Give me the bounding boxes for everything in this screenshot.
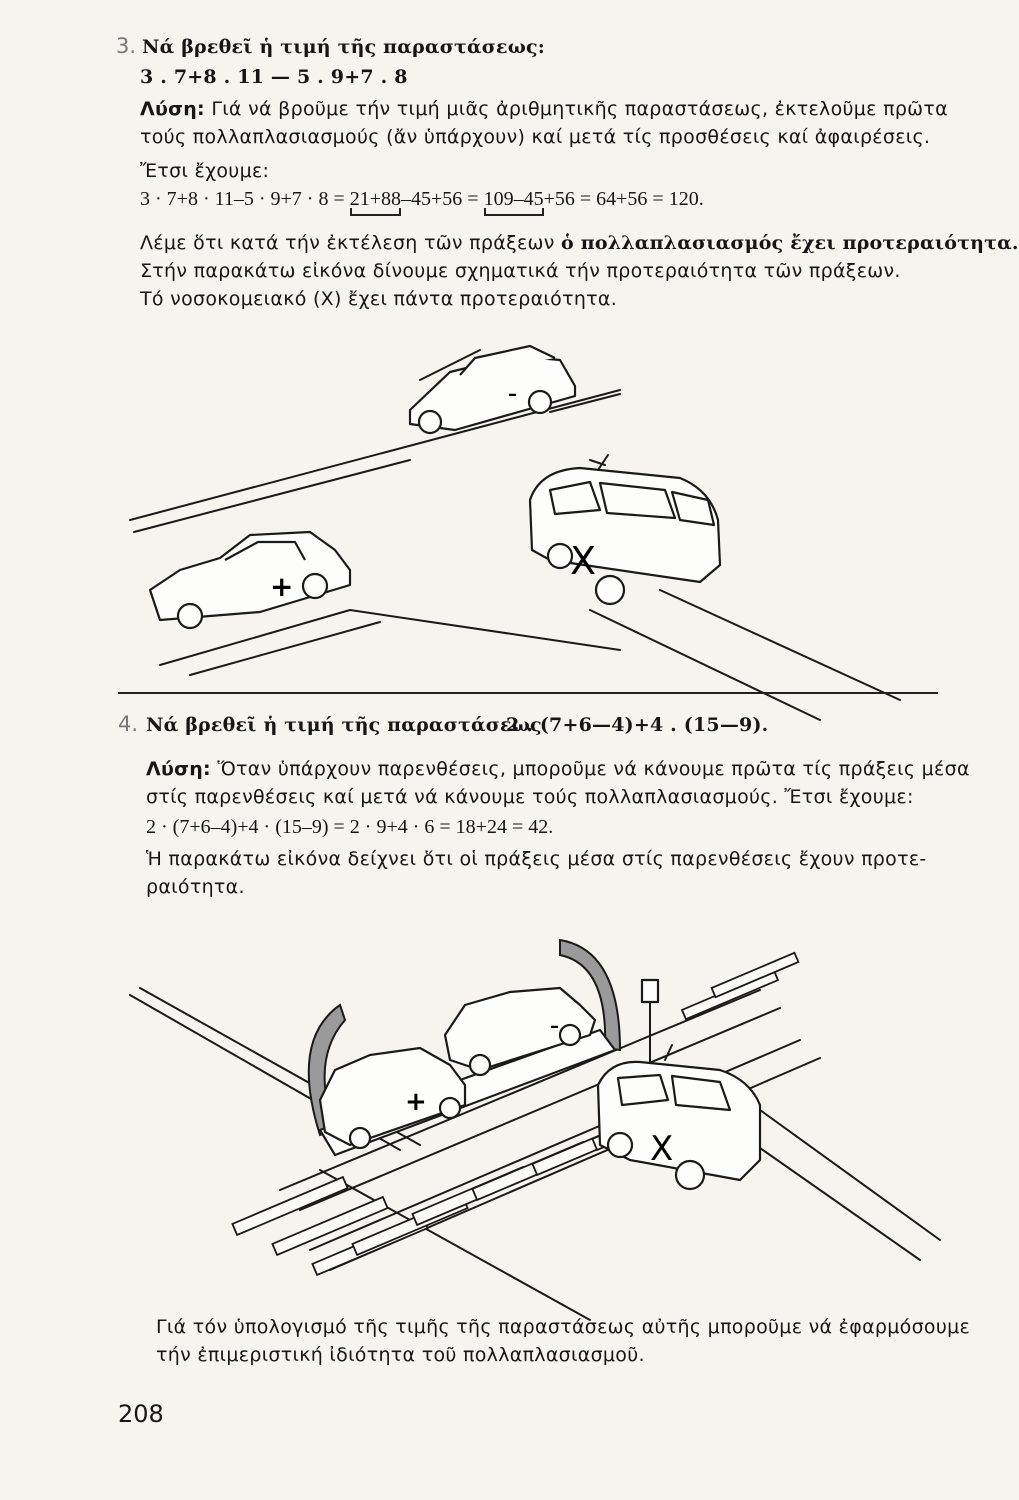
solution-label: Λύση: bbox=[146, 758, 211, 780]
problem-3-number: 3. bbox=[116, 34, 137, 58]
car-plus bbox=[150, 532, 350, 628]
footer-line-2: τήν ἐπιμεριστική ἰδιότητα τοῦ πολλαπλασιασμοῦ. bbox=[156, 1344, 645, 1366]
calc-second-group-text: 109–45 bbox=[483, 188, 544, 210]
problem-4-solution-line-1 bbox=[146, 758, 970, 780]
solution-text: Ὅταν ὑπάρχουν παρενθέσεις, μποροῦμε νά κάνουμε πρῶτα τίς πράξεις μέσα bbox=[217, 758, 970, 780]
problem-4-calculation: 2 · (7+6–4)+4 · (15–9) = 2 · 9+4 · 6 = 18+24 = 42. bbox=[146, 816, 554, 838]
signal-post bbox=[642, 980, 658, 1065]
problem-3-thus: Ἔτσι ἔχουμε: bbox=[140, 160, 270, 182]
underbrace-2 bbox=[484, 208, 544, 216]
plus-symbol: + bbox=[270, 570, 294, 603]
minus-symbol: – bbox=[508, 384, 517, 405]
precedence-prefix: Λέμε ὅτι κατά τήν ἐκτέλεση τῶν πράξεων bbox=[140, 232, 562, 254]
illustration-parentheses-tunnel bbox=[120, 920, 940, 1290]
problem-4-title: Νά βρεθεῖ ἡ τιμή τῆς παραστάσεως bbox=[146, 714, 542, 736]
problem-3-title: Νά βρεθεῖ ἡ τιμή τῆς παραστάσεως: bbox=[142, 36, 545, 58]
precedence-statement bbox=[140, 232, 1019, 254]
hospital-van bbox=[530, 455, 720, 604]
track-line bbox=[760, 1110, 940, 1240]
problem-3-solution-line-1 bbox=[140, 98, 948, 120]
hospital-line: Τό νοσοκομειακό (Χ) ἔχει πάντα προτεραιότητα. bbox=[140, 288, 618, 310]
road-line bbox=[134, 460, 410, 532]
precedence-bold: ὁ πολλαπλασιασμός ἔχει προτεραιότητα. bbox=[561, 232, 1019, 254]
minus-symbol: – bbox=[550, 1016, 559, 1037]
calc-first-group-text: 21+88 bbox=[349, 188, 402, 210]
problem-4-picture-line-1: Ἡ παρακάτω εἰκόνα δείχνει ὅτι οἱ πράξεις μέσα στίς παρενθέσεις ἔχουν προτε- bbox=[146, 848, 927, 870]
underbrace-1 bbox=[350, 208, 401, 216]
problem-4-picture-line-2: ραιότητα. bbox=[146, 876, 245, 898]
car-minus bbox=[410, 346, 575, 433]
problem-3-calculation bbox=[140, 188, 704, 211]
solution-label: Λύση: bbox=[140, 98, 205, 120]
picture-line: Στήν παρακάτω εἰκόνα δίνουμε σχηματικά τήν προτεραιότητα τῶν πράξεων. bbox=[140, 260, 901, 282]
problem-4-expression: 2 . (7+6—4)+4 . (15—9). bbox=[506, 714, 769, 736]
calc-rest: +56 = 64+56 = 120. bbox=[543, 188, 704, 210]
problem-4-number: 4. bbox=[118, 712, 139, 736]
road-line bbox=[660, 590, 900, 700]
problem-3-expression: 3 . 7+8 . 11 — 5 . 9+7 . 8 bbox=[140, 66, 408, 88]
calc-second-group bbox=[484, 188, 544, 211]
hospital-symbol: X bbox=[650, 1129, 674, 1169]
road-line bbox=[590, 610, 820, 720]
calc-first-group bbox=[350, 188, 401, 211]
calc-lhs: 3 · 7+8 · 11–5 · 9+7 · 8 = bbox=[140, 188, 350, 210]
section-divider bbox=[118, 692, 938, 694]
hospital-symbol: X bbox=[570, 539, 597, 583]
plus-symbol: + bbox=[405, 1087, 427, 1117]
calc-mid: –45+56 = bbox=[401, 188, 484, 210]
illustration-road-priority bbox=[120, 320, 940, 690]
road-line bbox=[160, 610, 620, 665]
footer-line-1: Γιά τόν ὑπολογισμό τῆς τιμῆς τῆς παραστάσεως αὐτῆς μποροῦμε νά ἐφαρμόσουμε bbox=[156, 1316, 971, 1338]
problem-3-solution-line-2: τούς πολλαπλασιασμούς (ἄν ὑπάρχουν) καί μετά τίς προσθέσεις καί ἀφαιρέσεις. bbox=[140, 126, 931, 148]
solution-text: Γιά νά βροῦμε τήν τιμή μιᾶς ἀριθμητικῆς παραστάσεως, ἐκτελοῦμε πρῶτα bbox=[211, 98, 948, 120]
page-number: 208 bbox=[118, 1400, 164, 1428]
problem-4-solution-line-2: στίς παρενθέσεις καί μετά νά κάνουμε τούς πολλαπλασιασμούς. Ἔτσι ἔχουμε: bbox=[146, 786, 914, 808]
